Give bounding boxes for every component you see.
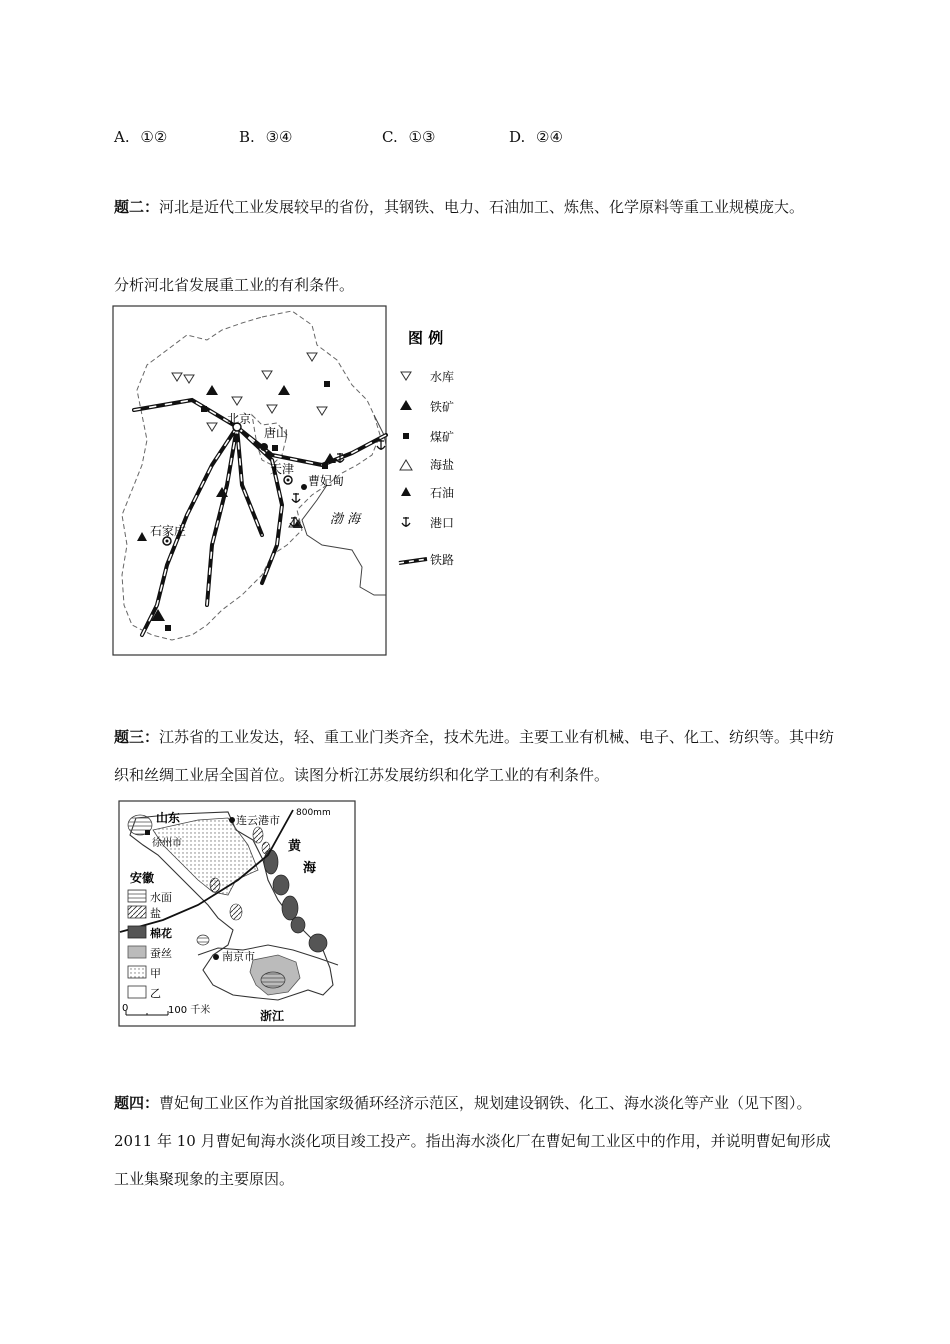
label-anhui: 安徽 [130, 871, 155, 885]
map-frame [113, 306, 386, 655]
legend-yi-icon [128, 986, 146, 998]
city-nanjing [213, 954, 219, 960]
option-c [382, 128, 435, 146]
option-letter: A. [114, 128, 130, 146]
legend-jia: 甲 [150, 967, 161, 980]
legend-water-icon [128, 890, 146, 902]
question-label: 题三： [114, 728, 160, 746]
label-tangshan: 唐山 [264, 426, 289, 440]
label-zhejiang: 浙江 [260, 1009, 285, 1023]
legend-water: 水面 [150, 891, 172, 904]
question-2 [114, 188, 844, 226]
label-800mm: 800mm [296, 808, 331, 818]
legend-reservoir: 水库 [430, 370, 455, 384]
option-text: ①③ [408, 128, 436, 146]
jiangsu-map [118, 800, 358, 1028]
question-3 [114, 718, 844, 794]
city-lianyungang [229, 817, 235, 823]
legend-port: 港口 [430, 516, 455, 530]
label-hai: 海 [303, 861, 317, 876]
label-bohai: 渤 海 [330, 512, 361, 527]
question-label: 题四： [114, 1094, 160, 1112]
hebei-map [112, 305, 462, 657]
legend-coal-icon [403, 433, 409, 439]
label-shijiazhuang: 石家庄 [150, 524, 187, 538]
legend-iron-ore: 铁矿 [430, 400, 455, 414]
scale-label: 100 千米 [168, 1005, 211, 1016]
label-beijing: 北京 [227, 412, 252, 426]
label-nanjing: 南京市 [222, 950, 255, 963]
legend-silk-icon [128, 946, 146, 958]
legend-yi: 乙 [150, 987, 161, 1000]
legend-railway: 铁路 [430, 553, 455, 567]
legend-iron-ore-icon [400, 400, 412, 410]
label-caofeidian: 曹妃甸 [308, 474, 345, 488]
legend-sea-salt-icon [400, 460, 412, 470]
legend-silk: 蚕丝 [150, 947, 172, 960]
legend-jia-icon [128, 966, 146, 978]
question-4 [114, 1084, 844, 1198]
legend-reservoir-icon [401, 372, 411, 380]
label-tianjin: 天津 [270, 462, 295, 476]
legend-port-icon [402, 517, 410, 527]
option-text: ②④ [536, 128, 563, 146]
scale-zero: 0 [122, 1003, 129, 1014]
label-xuzhou: 徐州市 [152, 838, 182, 849]
legend-oil: 石油 [430, 486, 455, 500]
question-2-sub: 分析河北省发展重工业的有利条件。 [114, 276, 355, 294]
option-letter: C. [382, 128, 398, 146]
option-letter: D. [509, 128, 526, 146]
option-text: ①② [140, 128, 168, 146]
legend-coal: 煤矿 [430, 430, 455, 444]
legend-salt: 盐 [150, 907, 161, 920]
legend-oil-icon [401, 487, 411, 496]
legend-salt-icon [128, 906, 146, 918]
legend-cotton: 棉花 [150, 927, 172, 940]
label-shandong: 山东 [156, 811, 181, 825]
question-text: 曹妃甸工业区作为首批国家级循环经济示范区，规划建设钢铁、化工、海水淡化等产业（见下图）。2011 年 10 月曹妃甸海水淡化项目竣工投产。指出海水淡化厂在曹妃甸工业区中的作用，并说明曹妃甸形成工业集聚现象的主要原因。 [114, 1094, 831, 1188]
option-a [114, 128, 167, 146]
legend-cotton-icon [128, 926, 146, 938]
label-lianyungang: 连云港市 [236, 814, 280, 827]
question-label: 题二： [114, 198, 160, 216]
option-letter: B. [239, 128, 255, 146]
option-b [239, 128, 292, 146]
city-xuzhou [145, 830, 150, 835]
option-d [509, 128, 563, 146]
legend-sea-salt: 海盐 [430, 458, 455, 472]
label-huang: 黄 [288, 839, 302, 854]
option-text: ③④ [265, 128, 293, 146]
question-text: 河北是近代工业发展较早的省份，其钢铁、电力、石油加工、炼焦、化学原料等重工业规模庞大。 [159, 198, 805, 216]
question-text: 江苏省的工业发达，轻、重工业门类齐全，技术先进。主要工业有机械、电子、化工、纺织等。其中纺织和丝绸工业居全国首位。读图分析江苏发展纺织和化学工业的有利条件。 [114, 728, 835, 784]
legend-title: 图 例 [408, 329, 444, 347]
